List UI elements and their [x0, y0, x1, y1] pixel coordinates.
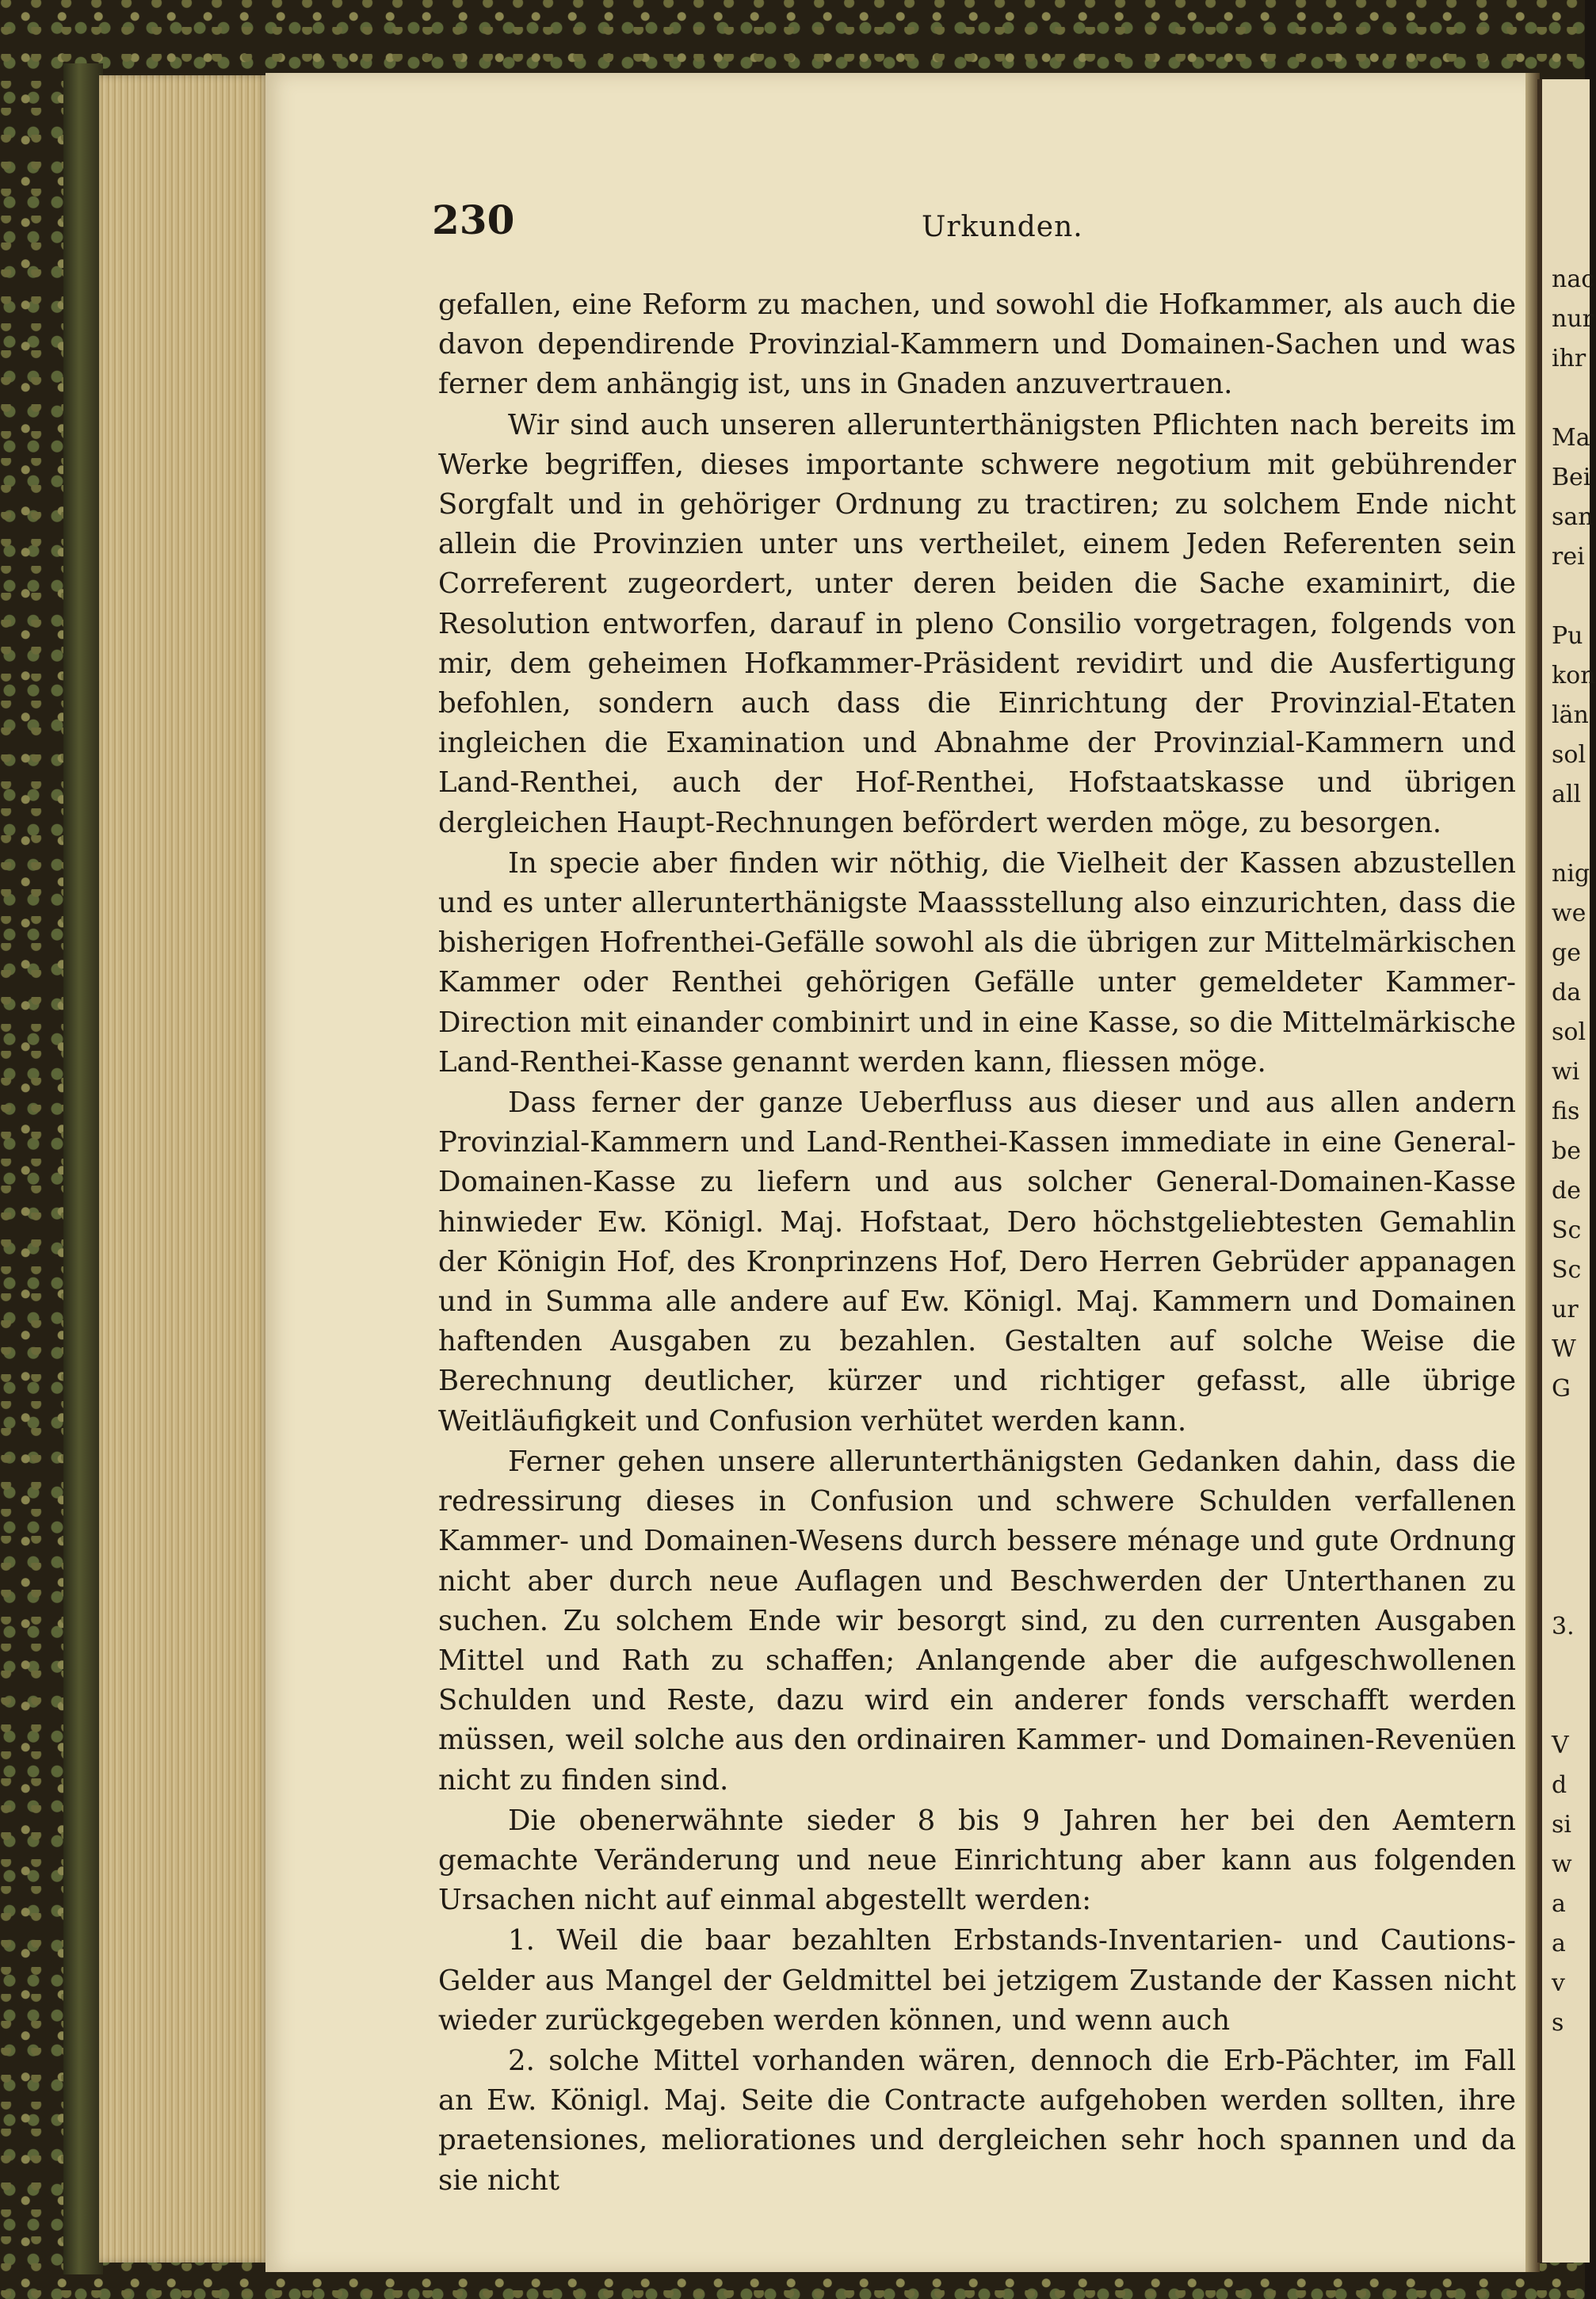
- facing-page-fragment: Sc: [1552, 1216, 1582, 1244]
- facing-page-fragment: all: [1552, 781, 1582, 808]
- page-edges: [99, 75, 269, 2263]
- facing-page-fragment: Pu: [1552, 622, 1583, 650]
- paragraph: 2. solche Mittel vorhanden wären, dennoch die Erb-Pächter, im Fall an Ew. Königl. Maj. Seite die Contracte aufgehoben werden sollten, ihre praetensiones, meliorationes und dergleichen sehr hoch spannen und da sie nicht: [438, 2044, 1516, 2197]
- paragraph: Die obenerwähnte sieder 8 bis 9 Jahren her bei den Aemtern gemachte Veränderung und neue Einrichtung aber kann aus folgenden Ursachen nicht auf einmal abgestellt werden:: [438, 1804, 1516, 1917]
- facing-page-fragment: nur: [1552, 305, 1594, 333]
- page-number: 230: [432, 197, 515, 243]
- facing-page-fragment: si: [1552, 1811, 1571, 1839]
- facing-page-fragment: de: [1552, 1177, 1581, 1205]
- facing-page-fragment: a: [1552, 1930, 1566, 1957]
- page-header: [432, 197, 1525, 252]
- facing-page-fragment: nac: [1552, 265, 1595, 293]
- facing-page-fragment: rei: [1552, 543, 1585, 571]
- facing-page-text: [1552, 265, 1596, 2263]
- paragraph: Dass ferner der ganze Ueberfluss aus dieser und aus allen andern Provinzial-Kammern und Land-Renthei-Kassen immediate in eine General-Domainen-Kasse zu liefern und aus solcher General-Domainen-Kasse hinwieder Ew. Königl. Maj. Hofstaat, Dero höchstgeliebtesten Gemahlin der Königin Hof, des Kronprinzens Hof, Dero Herren Gebrüder appanagen und in Summa alle andere auf Ew. Königl. Maj. Kammern und Domainen haftenden Ausgaben zu bezahlen. Gestalten auf solche Weise die Berechnung deutlicher, kürzer und richtiger gefasst, alle übrige Weitläufigkeit und Confusion verhütet werden kann.: [438, 1086, 1516, 1438]
- facing-page-fragment: kon: [1552, 662, 1596, 689]
- facing-page-fragment: be: [1552, 1137, 1581, 1165]
- facing-page-fragment: Bei: [1552, 464, 1591, 491]
- facing-page-fragment: 3.: [1552, 1613, 1575, 1640]
- facing-page-fragment: ihr: [1552, 345, 1586, 372]
- facing-page-fragment: d: [1552, 1771, 1567, 1799]
- book-spine: [63, 63, 103, 2274]
- facing-page-fragment: ge: [1552, 939, 1581, 967]
- facing-page-fragment: Sc: [1552, 1256, 1582, 1284]
- facing-page-fragment: wi: [1552, 1058, 1580, 1086]
- facing-page-fragment: Ma: [1552, 424, 1590, 452]
- facing-page-fragment: ur: [1552, 1296, 1579, 1323]
- facing-page-fragment: W: [1552, 1335, 1576, 1363]
- facing-page-fragment: s: [1552, 2009, 1564, 2037]
- facing-page-fragment: sol: [1552, 1018, 1586, 1046]
- paragraph: In specie aber finden wir nöthig, die Vielheit der Kassen abzustellen und es unter allerunterthänigste Maassstellung also einzurichten, dass die bisherigen Hofrenthei-Gefälle sowohl als die übrigen zur Mittelmärkischen Kammer oder Renthei gehörigen Gefälle unter gemeldeter Kammer-Direction mit einander combinirt und in eine Kasse, so die Mittelmärkische Land-Renthei-Kasse genannt werden kann, fliessen möge.: [438, 846, 1516, 1079]
- facing-page-fragment: fis: [1552, 1098, 1580, 1125]
- paragraph: Ferner gehen unsere allerunterthänigsten Gedanken dahin, dass die redressirung dieses in Confusion und schwere Schulden verfallenen Kammer- und Domainen-Wesens durch bessere ménage und gute Ordnung nicht aber durch neue Auflagen und Beschwerden der Unterthanen zu suchen. Zu solchem Ende wir besorgt sind, zu den currenten Ausgaben Mittel und Rath zu schaffen; Anlangende aber die aufgeschwollenen Schulden und Reste, dazu wird ein anderer fonds verschafft werden müssen, weil solche aus den ordinairen Kammer- und Domainen-Revenüen nicht zu finden sind.: [438, 1445, 1516, 1797]
- facing-page-fragment: a: [1552, 1890, 1566, 1918]
- facing-page-fragment: sol: [1552, 741, 1586, 769]
- facing-page-fragment: G: [1552, 1375, 1571, 1403]
- facing-page-fragment: san: [1552, 503, 1594, 531]
- facing-page-fragment: län: [1552, 701, 1589, 729]
- facing-page-fragment: we: [1552, 899, 1586, 927]
- paragraph: 1. Weil die baar bezahlten Erbstands-Inventarien- und Cautions-Gelder aus Mangel der Geldmittel bei jetzigem Zustande der Kassen nicht wieder zurückgegeben werden können, und wenn auch: [438, 1924, 1516, 2037]
- facing-page-fragment: nig: [1552, 860, 1590, 888]
- facing-page-fragment: V: [1552, 1732, 1569, 1759]
- facing-page-fragment: w: [1552, 1850, 1572, 1878]
- body-text: [438, 285, 1516, 2201]
- facing-page-fragment: v: [1552, 1969, 1565, 1997]
- facing-page-fragment: da: [1552, 979, 1582, 1006]
- paragraph: Wir sind auch unseren allerunterthänigsten Pflichten nach bereits im Werke begriffen, dieses importante schwere negotium mit gebührender Sorgfalt und in gehöriger Ordnung zu tractiren; zu solchem Ende nicht allein die Provinzien unter uns vertheilet, einem Jeden Referenten sein Correferent zugeordert, unter deren beiden die Sache examinirt, die Resolution entworfen, darauf in pleno Consilio vorgetragen, folgends von mir, dem geheimen Hofkammer-Präsident revidirt und die Ausfertigung befohlen, sondern auch dass die Einrichtung der Provinzial-Etaten ingleichen die Examination und Abnahme der Provinzial-Kammern und Land-Renthei, auch der Hof-Renthei, Hofstaatskasse und übrigen dergleichen Haupt-Rechnungen befördert werden möge, zu besorgen.: [438, 408, 1516, 839]
- paragraph: gefallen, eine Reform zu machen, und sowohl die Hofkammer, als auch die davon dependirende Provinzial-Kammern und Domainen-Sachen und was ferner dem anhängig ist, uns in Gnaden anzuvertrauen.: [438, 288, 1516, 401]
- running-head: Urkunden.: [922, 211, 1083, 243]
